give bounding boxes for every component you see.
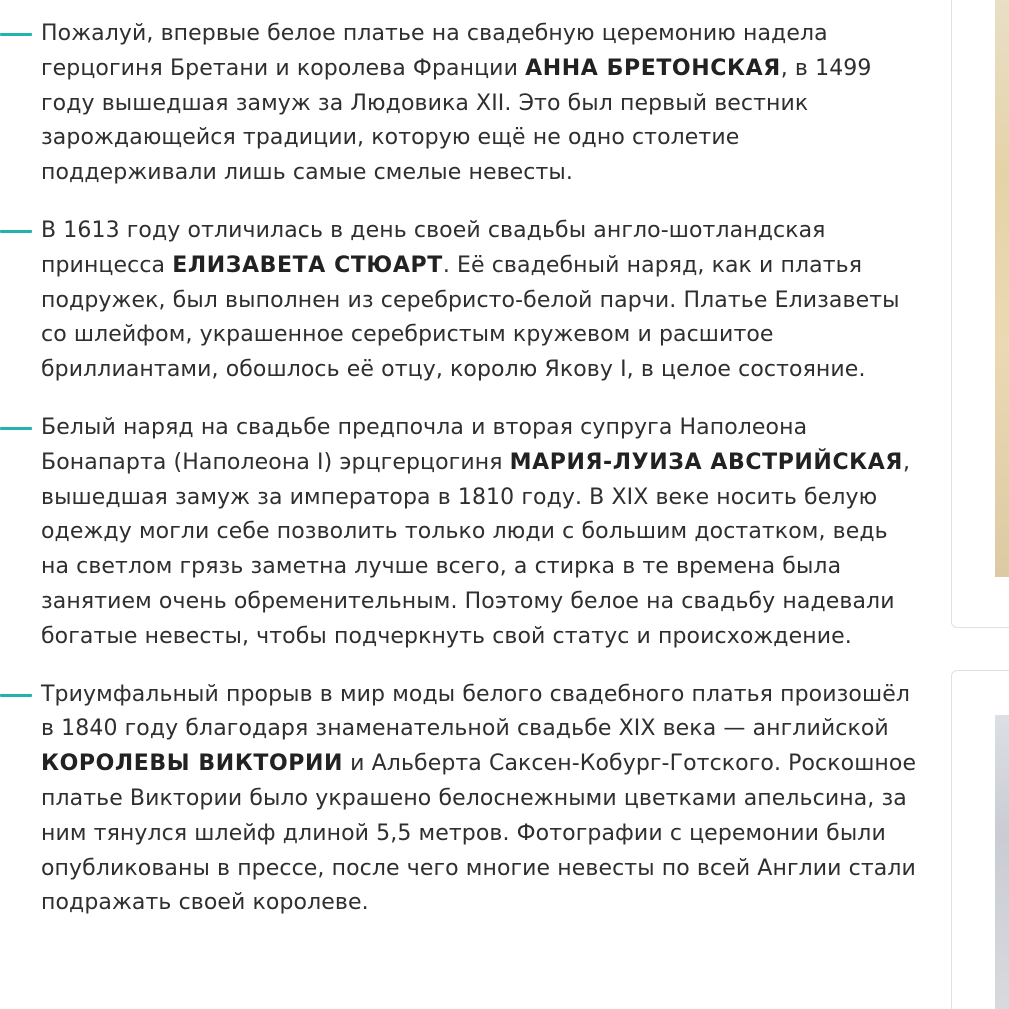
paragraph-victoria	[0, 678, 920, 922]
highlighted-name: КОРОЛЕВЫ ВИКТОРИИ	[41, 751, 344, 777]
paragraph-elizabeth	[0, 214, 920, 388]
paragraph-text: Белый наряд на свадьбе предпочла и вторая супруга Наполеона Бонапарта (Наполеона I) эрцгерцогиня	[41, 414, 808, 475]
article-body	[0, 17, 920, 944]
side-card-image[interactable]	[995, 715, 1009, 1009]
paragraph-text: В 1613 году отличилась в день своей свадьбы англо-шотландская принцесса	[41, 217, 826, 278]
paragraph-maria-luisa	[0, 411, 920, 655]
highlighted-name: АННА БРЕТОНСКАЯ	[525, 55, 781, 81]
paragraph-text: , в 1499 году вышедшая замуж за Людовика XII. Это был первый вестник зарождающейся традиции, которую ещё не одно столетие поддерживали лишь самые смелые невесты.	[41, 55, 872, 186]
accent-dash	[0, 694, 32, 697]
highlighted-name: ЕЛИЗАВЕТА СТЮАРТ	[172, 252, 443, 278]
paragraph-text: Пожалуй, впервые белое платье на свадебную церемонию надела герцогиня Бретани и королева Франции	[41, 21, 828, 81]
accent-dash	[0, 33, 32, 36]
accent-dash	[0, 230, 32, 233]
paragraph-text: , вышедшая замуж за императора в 1810 году. В XIX веке носить белую одежду могли себе позволить только люди с большим достатком, ведь на светлом грязь заметна лучше всего, а стирка в те времена была занятием очень обременительным. Поэтому белое на свадьбу надевали богатые невесты, чтобы подчеркнуть свой статус и происхождение.	[41, 449, 911, 649]
paragraph-anna	[0, 17, 920, 191]
paragraph-text: Триумфальный прорыв в мир моды белого свадебного платья произошёл в 1840 году благодаря знаменательной свадьбе XIX века — английской	[41, 681, 911, 742]
accent-dash	[0, 427, 32, 430]
side-card-image[interactable]	[995, 0, 1009, 577]
paragraph-text: и Альберта Саксен-Кобург-Готского. Роскошное платье Виктории было украшено белоснежными цветками апельсина, за ним тянулся шлейф длиной 5,5 метров. Фотографии с церемонии были опубликованы в прессе, после чего многие невесты по всей Англии стали подражать своей королеве.	[41, 751, 917, 916]
paragraph-text: . Её свадебный наряд, как и платья подружек, был выполнен из серебристо-белой парчи. Платье Елизаветы со шлейфом, украшенное серебристым кружевом и расшитое бриллиантами, обошлось её отцу, королю Якову I, в целое состояние.	[41, 252, 900, 383]
highlighted-name: МАРИЯ-ЛУИЗА АВСТРИЙСКАЯ	[509, 449, 903, 475]
